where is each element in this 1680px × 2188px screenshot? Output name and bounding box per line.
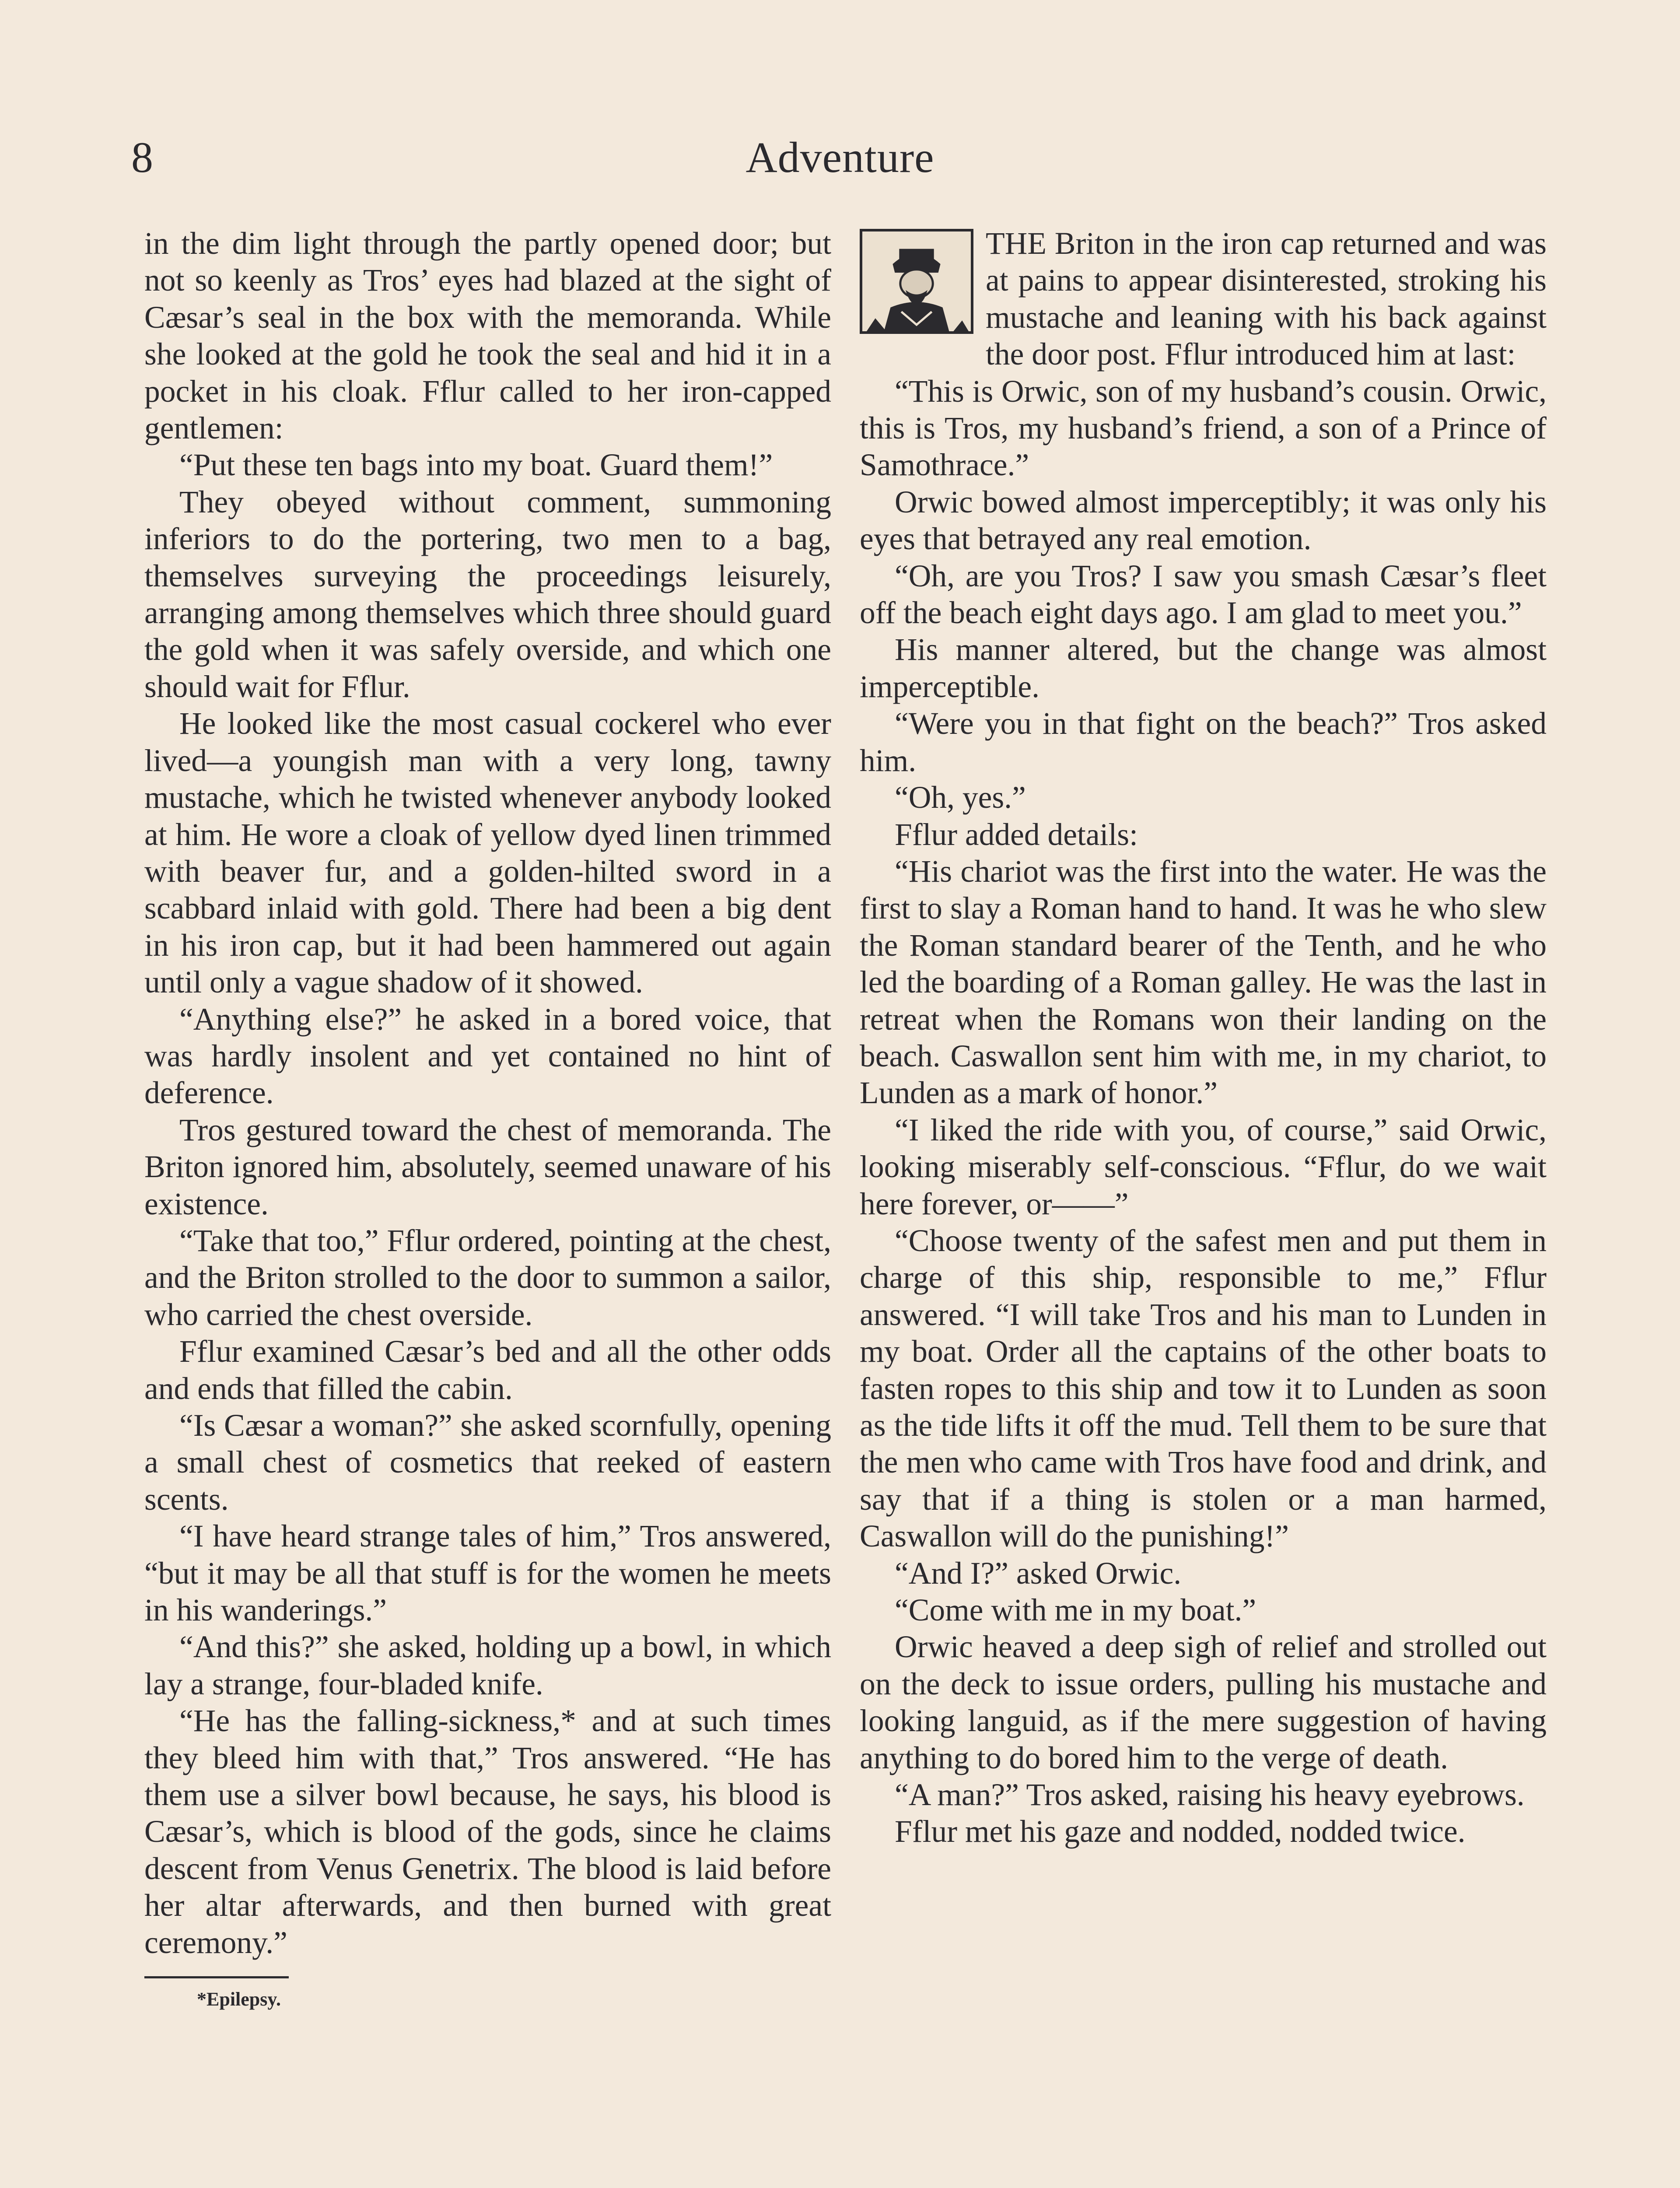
paragraph: They obeyed without comment, summoning inferiors to do the portering, two men to a bag, themselves surveying the proceedings leisurely, arranging among themselves which three should guard the gold when it was safely overside, and which one should wait for Fflur.: [144, 484, 831, 704]
paragraph: “I have heard strange tales of him,” Tros answered, “but it may be all that stuff is for the women he meets in his wanderings.”: [144, 1519, 831, 1628]
paragraph: He looked like the most casual cockerel who ever lived—a youngish man with a very long, tawny mustache, which he twisted whenever anybody looked at him. He wore a cloak of yellow dyed linen trimmed with beaver fur, and a golden-hilted sword in a scabbard inlaid with gold. There had been a big dent in his iron cap, but it had been hammered out again until only a vague shadow of it showed.: [144, 706, 831, 1000]
right-column: [860, 225, 1547, 1851]
paragraph: “He has the falling-sickness,* and at such times they bleed him with that,” Tros answered. “He has them use a silver bowl because, he says, his blood is Cæsar’s, which is blood of the gods, since he claims descent from Venus Genetrix. The blood is laid before her altar afterwards, and then burned with great ceremony.”: [144, 1704, 831, 1960]
paragraph: “I liked the ride with you, of course,” said Orwic, looking miserably self-conscious. “Fflur, do we wait here forever, or——”: [860, 1112, 1547, 1221]
paragraph: “And this?” she asked, holding up a bowl, in which lay a strange, four-bladed knife.: [144, 1630, 831, 1701]
paragraph: “Were you in that fight on the beach?” Tros asked him.: [860, 706, 1547, 778]
footnote: *Epilepsy.: [197, 1988, 281, 2010]
paragraph: “His chariot was the first into the water. He was the first to slay a Roman hand to hand. It was he who slew the Roman standard bearer of the Tenth, and he who led the boarding of a Roman galley. He was the last in retreat when the Romans won their landing on the beach. Caswallon sent him with me, in my chariot, to Lunden as a mark of honor.”: [860, 854, 1547, 1111]
paragraph: Fflur met his gaze and nodded, nodded twice.: [895, 1814, 1466, 1849]
paragraph: in the dim light through the partly opened door; but not so keenly as Tros’ eyes had blazed at the sight of Cæsar’s seal in the box with the memoranda. While she looked at the gold he took the seal and hid it in a pocket in his cloak. Fflur called to her iron-capped gentlemen:: [144, 226, 831, 446]
paragraph: “This is Orwic, son of my husband’s cousin. Orwic, this is Tros, my husband’s friend, a son of a Prince of Samothrace.”: [860, 374, 1547, 483]
paragraph: “And I?” asked Orwic.: [895, 1556, 1182, 1591]
magazine-title: Adventure: [746, 133, 934, 182]
paragraph: “Anything else?” he asked in a bored voice, that was hardly insolent and yet contained no hint of deference.: [144, 1002, 831, 1111]
paragraph: “A man?” Tros asked, raising his heavy eyebrows.: [895, 1778, 1525, 1813]
left-column: [144, 225, 831, 2013]
paragraph: Fflur examined Cæsar’s bed and all the other odds and ends that filled the cabin.: [144, 1334, 831, 1406]
paragraph: “Choose twenty of the safest men and put them in charge of this ship, responsible to me,” Fflur answered. “I will take Tros and his man to Lunden in my boat. Order all the captains of the other boats to fasten ropes to this ship and tow it to Lunden as soon as the tide lifts it off the mud. Tell them to be sure that the men who came with Tros have food and drink, and say that if a thing is stolen or a man harmed, Caswallon will do the punishing!”: [860, 1223, 1547, 1554]
page-number: 8: [131, 133, 153, 182]
paragraph: Orwic heaved a deep sigh of relief and strolled out on the deck to issue orders, pulling his mustache and looking languid, as if the mere suggestion of having anything to do bored him to the verge of death.: [860, 1630, 1547, 1775]
footnote-divider: [144, 1976, 289, 1978]
paragraph: “Put these ten bags into my boat. Guard them!”: [179, 448, 773, 483]
paragraph: “Oh, are you Tros? I saw you smash Cæsar’s fleet off the beach eight days ago. I am glad to meet you.”: [860, 558, 1547, 631]
paragraph: “Oh, yes.”: [895, 780, 1026, 815]
paragraph: “Is Cæsar a woman?” she asked scornfully, opening a small chest of cosmetics that reeked of eastern scents.: [144, 1408, 831, 1517]
paragraph: His manner altered, but the change was almost imperceptible.: [860, 632, 1547, 704]
paragraph: “Take that too,” Fflur ordered, pointing at the chest, and the Briton strolled to the door to summon a sailor, who carried the chest overside.: [144, 1223, 831, 1332]
paragraph: Tros gestured toward the chest of memoranda. The Briton ignored him, absolutely, seemed unaware of his existence.: [144, 1112, 831, 1221]
paragraph: “Come with me in my boat.”: [895, 1593, 1256, 1628]
illustrated-drop-cap-figure-icon: [860, 229, 973, 334]
paragraph: Orwic bowed almost imperceptibly; it was only his eyes that betrayed any real emotion.: [860, 484, 1547, 557]
paragraph: Fflur added details:: [895, 817, 1138, 852]
page-header: [0, 125, 1680, 190]
paragraph: THE Briton in the iron cap returned and was at pains to appear disinterested, stroking his mustache and leaning with his back against the door post. Fflur introduced him at last:: [986, 226, 1547, 372]
